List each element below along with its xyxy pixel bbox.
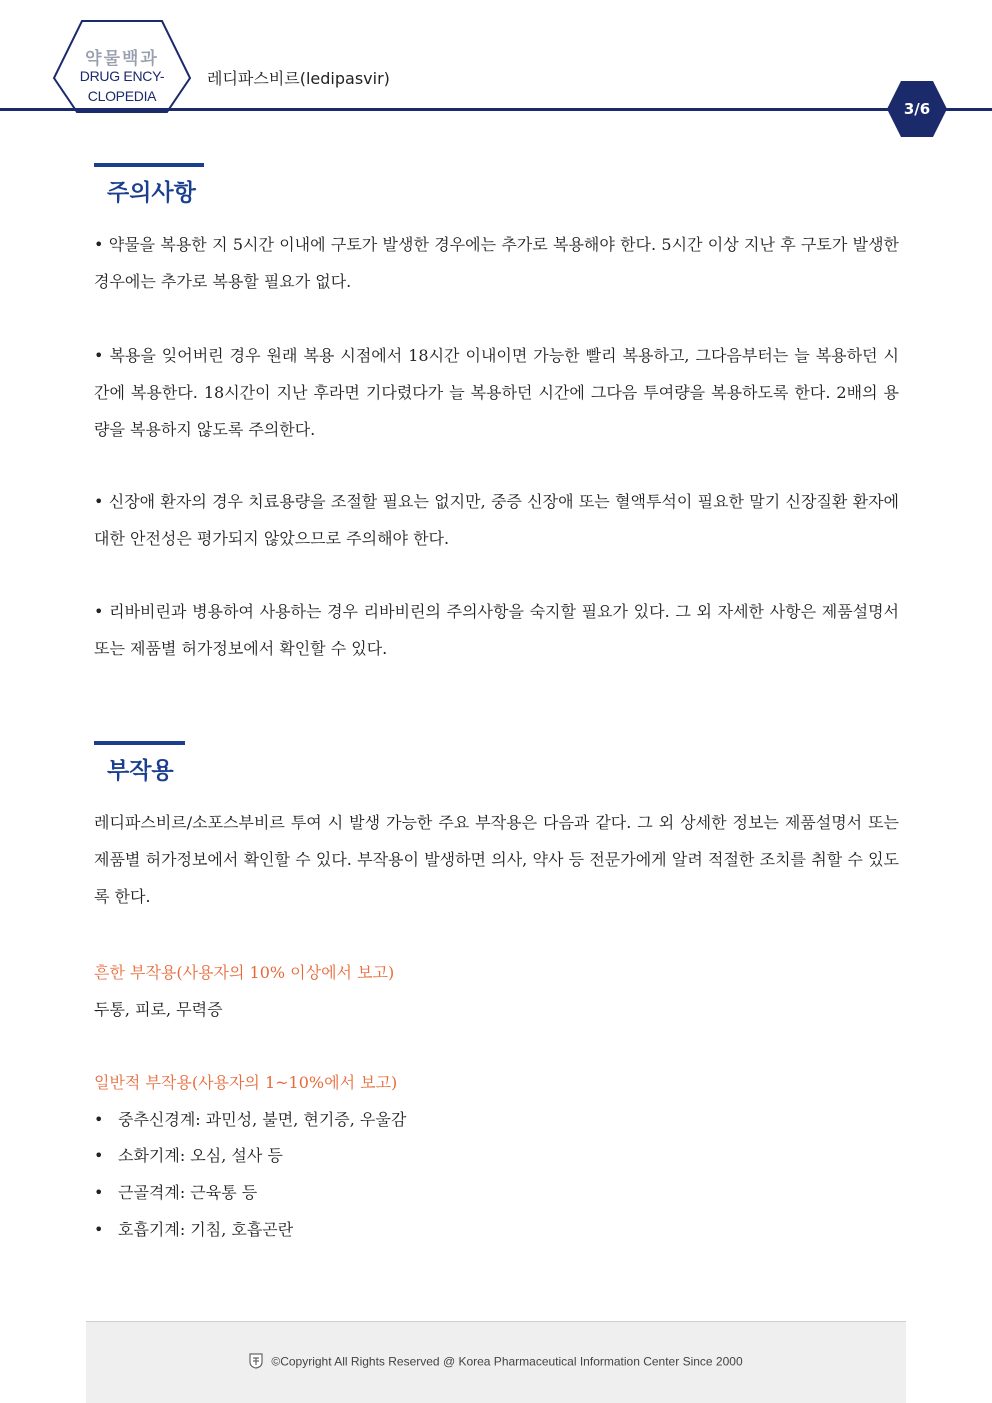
general-side-effect-text: 근골격계: 근육통 등	[118, 1183, 258, 1202]
logo	[52, 20, 192, 113]
side-effects-intro: 레디파스비르/소포스부비르 투여 시 발생 가능한 주요 부작용은 다음과 같다. 그 외 상세한 정보는 제품설명서 또는 제품별 허가정보에서 확인할 수 있다. 부작용이 발생하면 의사, 약사 등 전문가에게 알려 적절한 조치를 취할 수 있도록 한다.	[94, 813, 899, 906]
precaution-item: • 리바비린과 병용하여 사용하는 경우 리바비린의 주의사항을 숙지할 필요가 있다. 그 외 자세한 사항은 제품설명서 또는 제품별 허가정보에서 확인할 수 있다.	[94, 602, 899, 658]
precautions-title-bar	[94, 163, 204, 167]
page-number: 3/6	[903, 100, 931, 118]
logo-english-line2: CLOPEDIA	[87, 88, 157, 104]
drug-title: 레디파스비르(ledipasvir)	[207, 69, 390, 88]
logo-korean: 약물백과	[85, 49, 159, 69]
page-indicator	[886, 80, 948, 138]
general-side-effect-item	[94, 1217, 293, 1240]
logo-english-line1: DRUG ENCY-	[79, 68, 165, 84]
side-effects-title-bar	[94, 741, 185, 745]
general-side-effects-heading: 일반적 부작용(사용자의 1~10%에서 보고)	[94, 1073, 398, 1092]
precautions-title: 주의사항	[107, 180, 196, 206]
bullet: •	[94, 1146, 104, 1165]
footer	[86, 1321, 906, 1403]
bullet: •	[94, 1110, 104, 1129]
emblem-icon	[249, 1353, 263, 1372]
precaution-item: • 신장애 환자의 경우 치료용량을 조절할 필요는 없지만, 중증 신장애 또는 혈액투석이 필요한 말기 신장질환 환자에 대한 안전성은 평가되지 않았으므로 주의해야 한다.	[94, 492, 899, 548]
precaution-item: • 복용을 잊어버린 경우 원래 복용 시점에서 18시간 이내이면 가능한 빨리 복용하고, 그다음부터는 늘 복용하던 시간에 복용한다. 18시간이 지난 후라면 기다렸다가 늘 복용하던 시간에 그다음 투여량을 복용하도록 한다. 2배의 용량을 복용하지 않도록 주의한다.	[94, 346, 899, 439]
precaution-item: • 약물을 복용한 지 5시간 이내에 구토가 발생한 경우에는 추가로 복용해야 한다. 5시간 이상 지난 후 구토가 발생한 경우에는 추가로 복용할 필요가 없다.	[94, 235, 899, 291]
copyright-text: ©Copyright All Rights Reserved @ Korea Pharmaceutical Information Center Since 2000	[271, 1354, 743, 1369]
general-side-effect-item	[94, 1143, 283, 1166]
side-effects-title: 부작용	[107, 758, 174, 784]
general-side-effect-item	[94, 1107, 406, 1130]
footer-content	[86, 1353, 906, 1372]
bullet: •	[94, 1183, 104, 1202]
general-side-effect-text: 호흡기계: 기침, 호흡곤란	[118, 1220, 294, 1239]
general-side-effect-item	[94, 1180, 257, 1203]
common-side-effects-list: 두통, 피로, 무력증	[94, 1000, 223, 1019]
common-side-effects-heading: 흔한 부작용(사용자의 10% 이상에서 보고)	[94, 963, 395, 982]
bullet: •	[94, 1220, 104, 1239]
general-side-effect-text: 소화기계: 오심, 설사 등	[118, 1146, 283, 1165]
general-side-effect-text: 중추신경계: 과민성, 불면, 현기증, 우울감	[118, 1110, 407, 1129]
header-divider	[0, 108, 992, 111]
